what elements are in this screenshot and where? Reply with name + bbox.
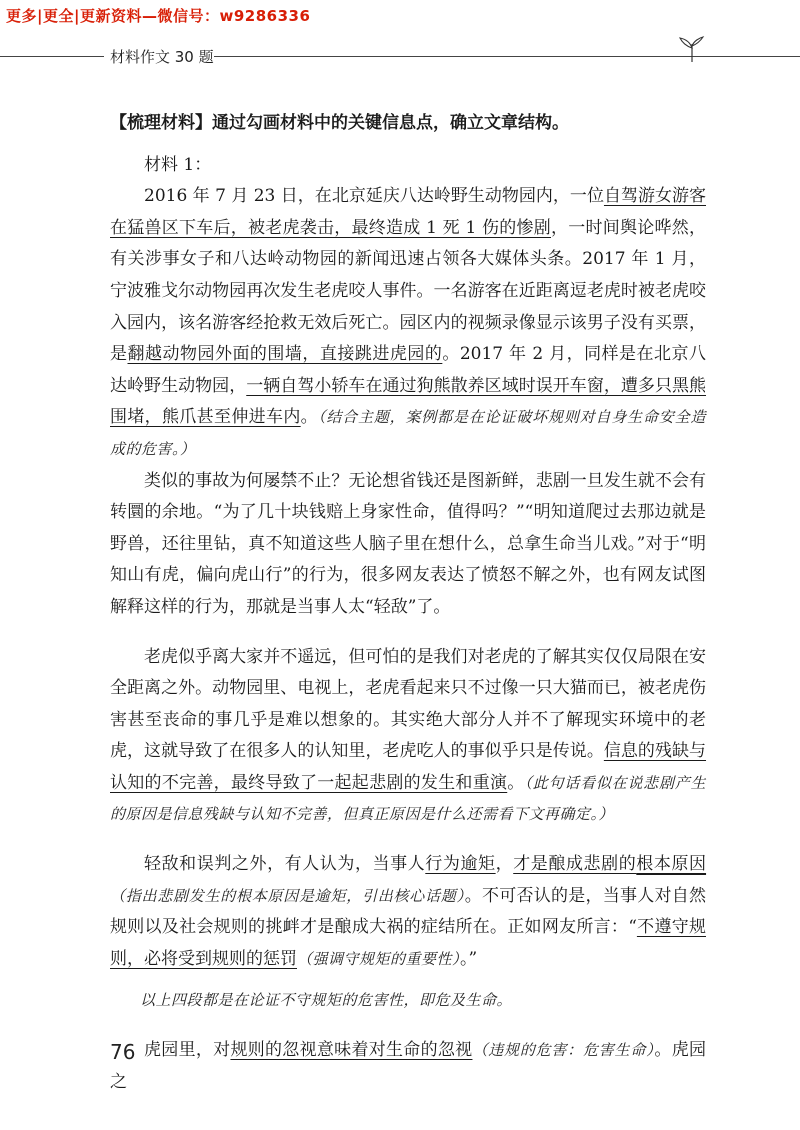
p1-text-a: 2016 年 7 月 23 日，在北京延庆八达岭野生动物园内，一位 [144, 186, 604, 207]
paragraph-4 [110, 849, 706, 975]
p4-text-c: 。不可否认的是，当事人对自然规则以及社会规则的挑衅才是酿成大祸的症结所在。正如网友所言：“ [110, 885, 706, 938]
p3-text-b: 。 [507, 772, 525, 793]
p3-annotation: （此句话看似在说悲剧产生的原因是信息残缺与认知不完善，但真正原因是什么还需看下文再确定。） [110, 773, 706, 824]
sprout-ornament-icon [672, 36, 712, 64]
header-rule-left [0, 56, 104, 57]
p6-underline-a: 规则的忽视意味着对生命的忽视 [230, 1040, 473, 1061]
intro-text: 通过勾画材料中的关键信息点，确立文章结构。 [212, 113, 569, 133]
p4-annotation-b: （强调守规矩的重要性） [297, 949, 461, 968]
p1-underline-a: 自驾游女游客在猛兽区下车后，被老虎袭击，最终造成 1 死 1 伤的惨剧 [110, 186, 706, 238]
p4-underline-c: 根本原因 [636, 854, 707, 875]
p4-underline-a: 行为逾矩 [425, 854, 496, 875]
material-label: 材料 1： [144, 154, 212, 175]
p1-text-c: 。2017 年 2 月，同样是在北京八达岭野生动物园， [110, 344, 707, 396]
running-title: 材料作文 30 题 [110, 48, 214, 66]
page-number: 76 [110, 1040, 136, 1064]
p3-underline-a: 信息的残缺与认知的不完善，最终导致了一起起悲剧的发生和重演 [110, 741, 707, 793]
paragraph-3 [110, 642, 706, 832]
p4-text-b: ， [495, 854, 514, 875]
p4-text-a: 轻敌和误判之外，有人认为，当事人 [144, 854, 426, 875]
p1-text-d: 。 [300, 407, 319, 428]
p6-text-a: 虎园里，对 [144, 1040, 231, 1061]
p6-text-b: 。虎园之 [110, 1040, 706, 1092]
paragraph-6 [110, 1035, 706, 1098]
paragraph-1 [110, 181, 706, 465]
header-rule-right [214, 56, 800, 57]
p4-annotation-a: （指出悲剧发生的根本原因是逾矩，引出核心话题） [110, 886, 465, 905]
page-header [0, 36, 800, 76]
p1-underline-b: 翻越动物园外面的围墙，直接跳进虎园的 [127, 344, 443, 365]
intro-line [110, 108, 706, 140]
p4-text-d: 。” [460, 948, 478, 969]
promo-banner: 更多|更全|更新资料—微信号：w9286336 [0, 0, 316, 30]
paragraph-2: 类似的事故为何屡禁不止？无论想省钱还是图新鲜，悲剧一旦发生就不会有转圜的余地。“为了几十块钱赔上身家性命，值得吗？”“明知道爬过去那边就是野兽，还往里钻，真不知道这些人脑子里在想什么，总拿生命当儿戏。”对于“明知山有虎，偏向虎山行”的行为，很多网友表达了愤怒不解之外，也有网友试图解释这样的行为，那就是当事人太“轻敌”了。 [110, 470, 706, 617]
summary-annotation: 以上四段都是在论证不守规矩的危害性，即危及生命。 [140, 991, 513, 1010]
p1-text-b: ，一时间舆论哗然，有关涉事女子和八达岭动物园的新闻迅速占领各大媒体头条。2017 年 1 月，宁波雅戈尔动物园再次发生老虎咬人事件。一名游客在近距离逗老虎时被老虎咬入园内，该名游客经抢救无效后死亡。园区内的视频录像显示该男子没有买票，是 [110, 217, 706, 365]
p6-annotation: （违规的危害：危害生命） [472, 1041, 655, 1060]
p4-underline-b: 才是酿成悲剧的 [513, 854, 637, 875]
p4-underline-d: 不遵守规则，必将受到规则的惩罚 [110, 917, 706, 969]
p1-underline-c: 一辆自驾小轿车在通过狗熊散养区域时误开车窗，遭多只黑熊围堵，熊爪甚至伸进车内 [110, 375, 707, 428]
p1-annotation: （结合主题，案例都是在论证破坏规则对自身生命安全造成的危害。） [110, 408, 707, 458]
article-body [110, 108, 706, 1098]
p3-text-a: 老虎似乎离大家并不遥远，但可怕的是我们对老虎的了解其实仅仅局限在安全距离之外。动物园里、电视上，老虎看起来只不过像一只大猫而已，被老虎伤害甚至丧命的事几乎是难以想象的。其实绝大部分人并不了解现实环境中的老虎，这就导致了在很多人的认知里，老虎吃人的事似乎只是传说。 [110, 646, 706, 762]
intro-label: 【梳理材料】 [110, 113, 212, 133]
